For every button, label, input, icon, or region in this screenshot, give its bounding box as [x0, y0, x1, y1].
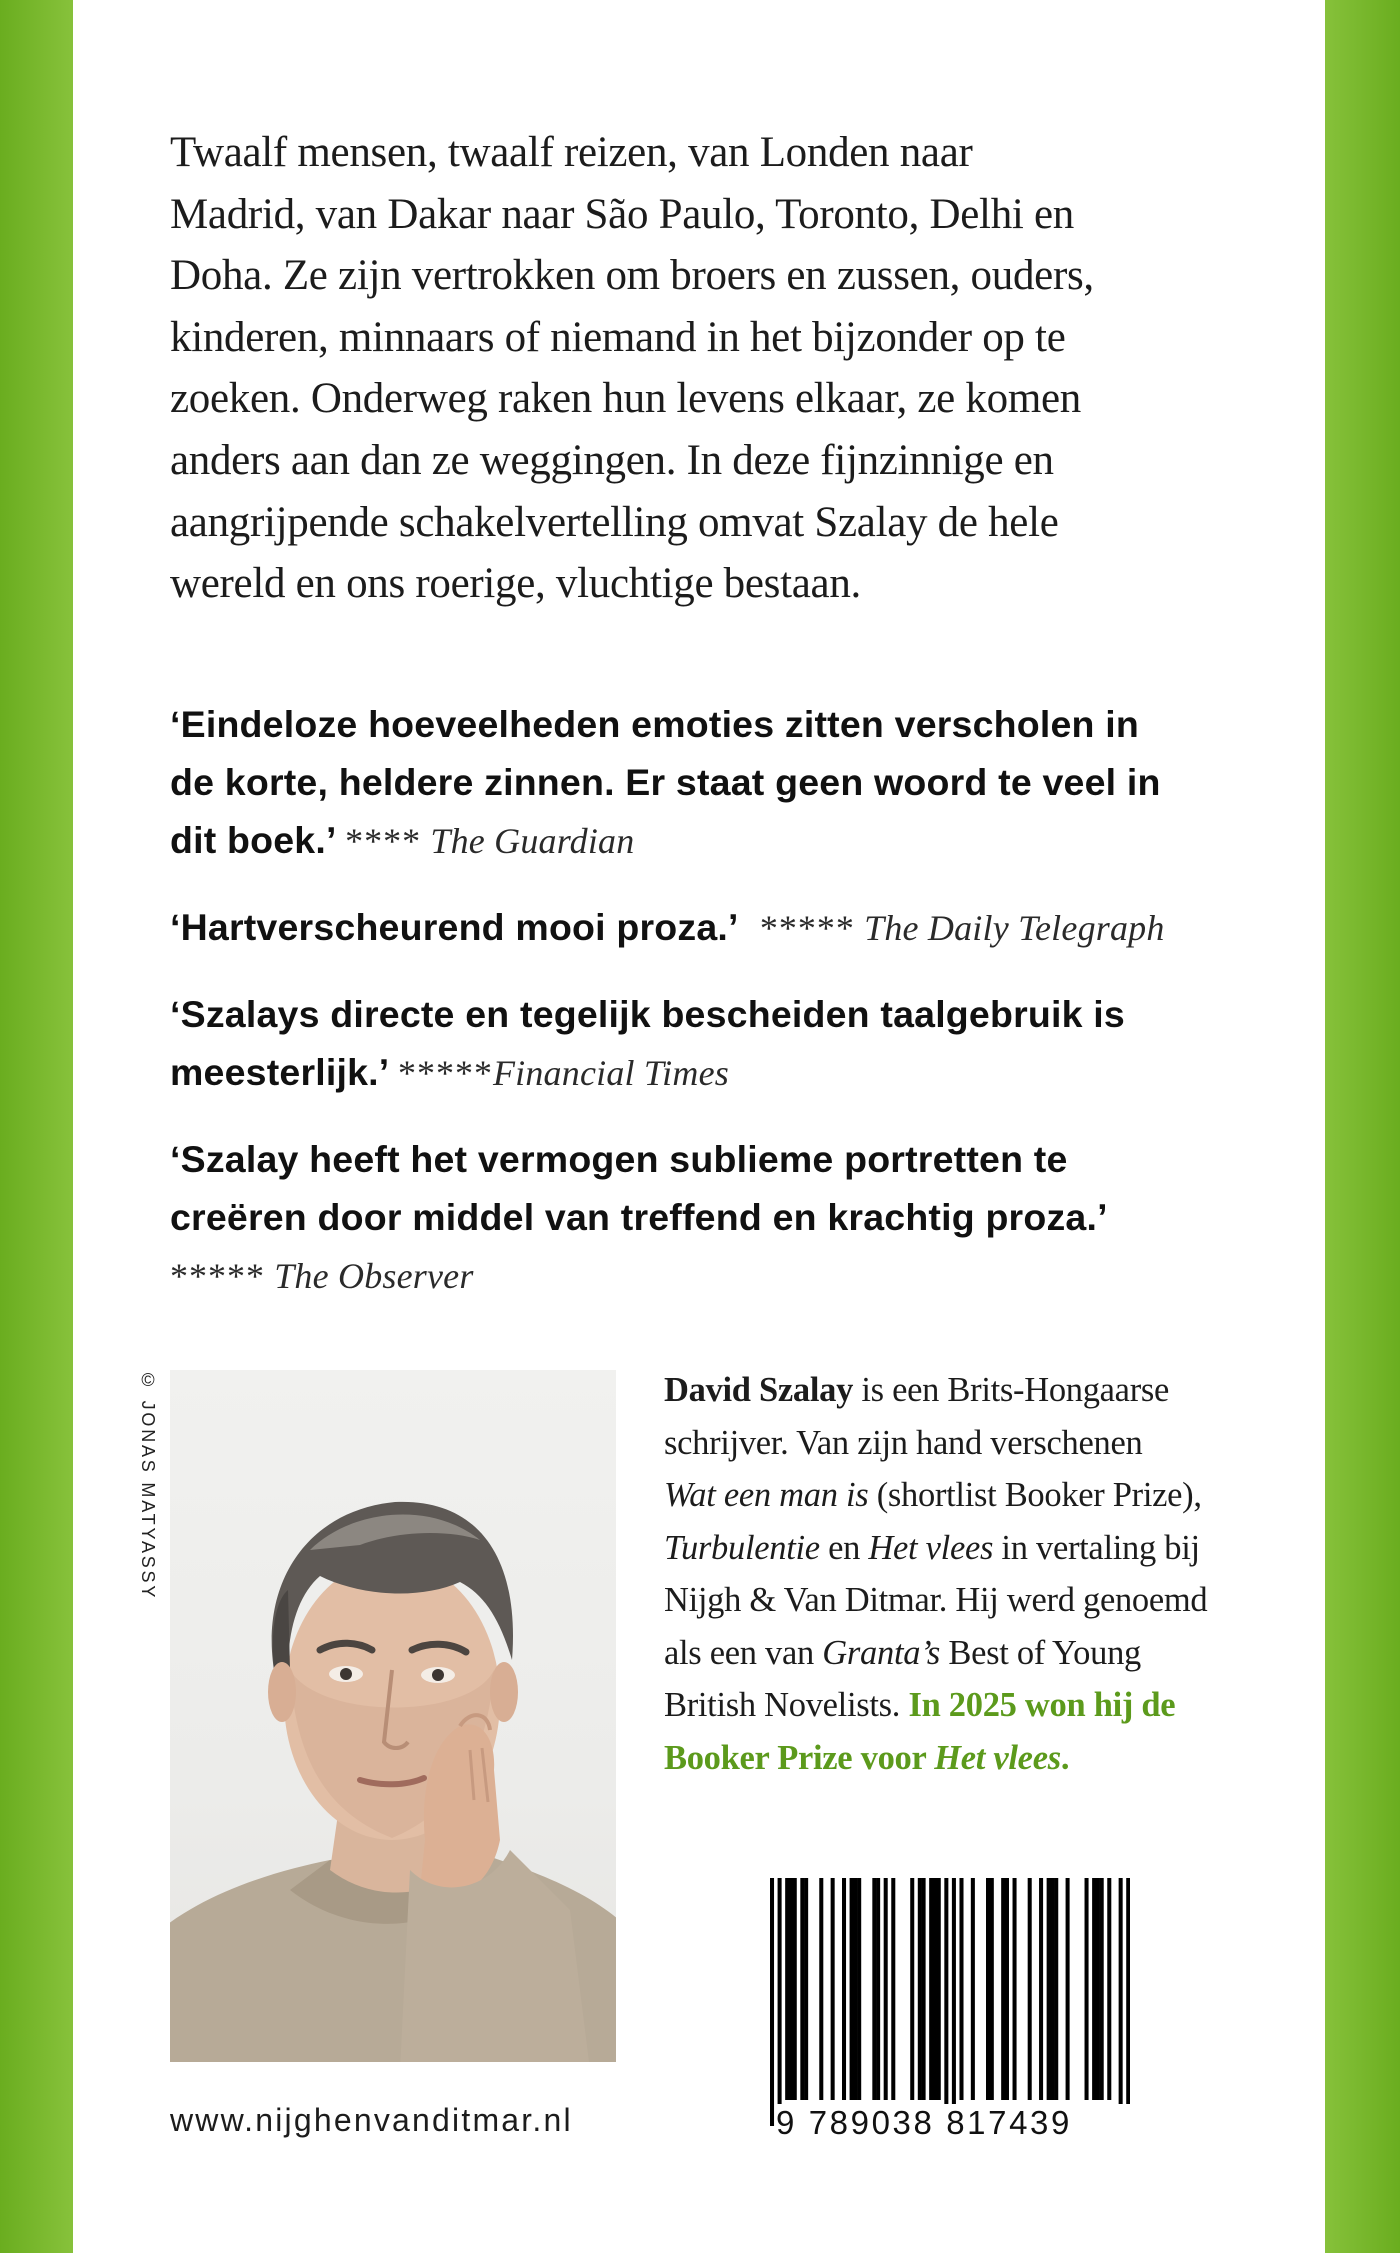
barcode-bar: [770, 1878, 774, 2126]
review-source: [760, 908, 1165, 948]
photo-credit: © JONAS MATYASSY: [138, 1370, 158, 1601]
blurb-line: Twaalf mensen, twaalf reizen, van Londen naar: [170, 129, 973, 176]
blurb-line: aangrijpende schakelvertelling omvat Szalay de hele: [170, 498, 1059, 546]
bio-line: Nijgh & Van Ditmar. Hij werd genoemd: [664, 1581, 1208, 1619]
author-photo: [170, 1370, 616, 2062]
barcode-bar: [1085, 1878, 1089, 2100]
bio-line: als een van Granta’s Best of Young: [664, 1633, 1141, 1672]
author-bio: [664, 1364, 1284, 1784]
star-rating: *****: [759, 908, 855, 948]
publication-name: The Guardian: [430, 821, 635, 861]
barcode-bar: [857, 1878, 861, 2100]
barcode-bar: [785, 1878, 789, 2100]
barcode-bar: [1126, 1878, 1130, 2126]
bio-line: Booker Prize voor Het vlees.: [664, 1738, 1070, 1777]
barcode-bar: [910, 1878, 914, 2100]
quote-line: ‘Szalay heeft het vermogen sublieme portretten te: [170, 1138, 1068, 1180]
quote-line: [170, 811, 1260, 870]
barcode-bar: [1096, 1878, 1100, 2100]
barcode-bar: [918, 1878, 922, 2100]
star-rating: *****: [397, 1053, 493, 1093]
quote-line: ‘Szalays directe en tegelijk bescheiden taalgebruik is: [170, 993, 1125, 1035]
review-source: [345, 821, 634, 861]
barcode-bar: [1047, 1878, 1051, 2100]
barcode-bar: [778, 1878, 782, 2126]
barcode-bar: [789, 1878, 793, 2100]
book-blurb: [170, 122, 1250, 615]
isbn-number: 9 789038 817439: [776, 2104, 1130, 2142]
blurb-line: Madrid, van Dakar naar São Paulo, Toronto, Delhi en: [170, 190, 1074, 238]
barcode-bar: [1005, 1878, 1009, 2100]
barcode-bar: [986, 1878, 990, 2100]
magazine-title: Granta’s: [822, 1633, 941, 1672]
barcode-bar: [959, 1878, 963, 2100]
quote-line: [170, 1043, 1260, 1102]
barcode-bar: [800, 1878, 804, 2100]
barcode-bar: [1039, 1878, 1043, 2100]
review-source: [170, 1256, 474, 1296]
book-title: Het vlees: [934, 1738, 1061, 1777]
quote-line: [170, 898, 1260, 957]
star-rating: ****: [345, 821, 422, 861]
barcode-bar: [819, 1878, 823, 2100]
barcode-bar: [1001, 1878, 1005, 2100]
barcode-bar: [1092, 1878, 1096, 2100]
barcode-bar: [1050, 1878, 1054, 2100]
barcode-bar: [1028, 1878, 1032, 2100]
quote-line: ‘Eindeloze hoeveelheden emoties zitten verscholen in: [170, 703, 1139, 745]
star-rating: *****: [170, 1256, 265, 1296]
barcode-bar: [850, 1878, 854, 2100]
barcode-bar: [1054, 1878, 1058, 2100]
barcode-bar: [1100, 1878, 1104, 2100]
bio-line: David Szalay is een Brits-Hongaarse: [664, 1371, 1170, 1409]
blurb-line: kinderen, minnaars of niemand in het bijzonder op te: [170, 313, 1066, 361]
barcode-bar: [990, 1878, 994, 2100]
review-quote-guardian: [170, 695, 1260, 870]
review-quote-ft: [170, 985, 1260, 1102]
barcode-bars: [770, 1878, 1130, 2126]
barcode-bar: [933, 1878, 937, 2100]
book-title: Het vlees: [868, 1528, 994, 1567]
author-name: David Szalay: [664, 1371, 854, 1409]
publication-name: The Observer: [274, 1256, 474, 1296]
barcode-bar: [793, 1878, 797, 2100]
barcode-bar: [872, 1878, 876, 2100]
quote-text: dit boek.’: [170, 819, 335, 861]
quote-line: creëren door middel van treffend en krachtig proza.’: [170, 1196, 1108, 1238]
barcode-bar: [1013, 1878, 1017, 2100]
prize-highlight: In 2025 won hij de: [908, 1686, 1176, 1724]
publication-name: Financial Times: [492, 1053, 729, 1093]
barcode-bar: [804, 1878, 808, 2100]
barcode-bar: [842, 1878, 846, 2100]
bio-line: Wat een man is (shortlist Booker Prize),: [664, 1476, 1202, 1514]
quote-line: de korte, heldere zinnen. Er staat geen woord te veel in: [170, 761, 1161, 803]
barcode-bar: [891, 1878, 895, 2100]
quote-line: [170, 1246, 1260, 1305]
barcode-bar: [952, 1878, 956, 2126]
barcode-bar: [922, 1878, 926, 2100]
barcode-bar: [1119, 1878, 1123, 2126]
blurb-line: Doha. Ze zijn vertrokken om broers en zussen, ouders,: [170, 252, 1094, 300]
review-source: [398, 1053, 729, 1093]
review-quote-telegraph: [170, 898, 1260, 957]
barcode-bar: [971, 1878, 975, 2100]
bio-line: Turbulentie en Het vlees in vertaling bij: [664, 1528, 1200, 1567]
prize-highlight: Booker Prize voor: [664, 1738, 935, 1777]
bio-line: schrijver. Van zijn hand verschenen: [664, 1423, 1143, 1462]
barcode-bar: [944, 1878, 948, 2126]
quote-text: meesterlijk.’: [170, 1051, 388, 1093]
blurb-line: wereld en ons roerige, vluchtige bestaan.: [170, 560, 861, 608]
book-title: Turbulentie: [664, 1528, 820, 1567]
barcode-bar: [853, 1878, 857, 2100]
barcode-bar: [1107, 1878, 1111, 2100]
publisher-website: www.nijghenvanditmar.nl: [170, 2102, 573, 2138]
quote-text: ‘Hartverscheurend mooi proza.’: [170, 906, 739, 948]
barcode-bar: [831, 1878, 835, 2100]
barcode-bar: [876, 1878, 880, 2100]
blurb-line: anders aan dan ze weggingen. In deze fijnzinnige en: [170, 436, 1054, 484]
author-portrait-illustration: [170, 1370, 616, 2062]
barcode-bar: [929, 1878, 933, 2100]
bio-line: British Novelists. In 2025 won hij de: [664, 1686, 1176, 1724]
barcode-bar: [884, 1878, 888, 2100]
book-title: Wat een man is: [664, 1476, 869, 1514]
publication-name: The Daily Telegraph: [864, 908, 1165, 948]
review-quote-observer: [170, 1130, 1260, 1305]
isbn-barcode: [770, 1878, 1130, 2126]
barcode-bar: [1066, 1878, 1070, 2100]
barcode-bar: [937, 1878, 941, 2100]
blurb-line: zoeken. Onderweg raken hun levens elkaar, ze komen: [170, 375, 1081, 423]
